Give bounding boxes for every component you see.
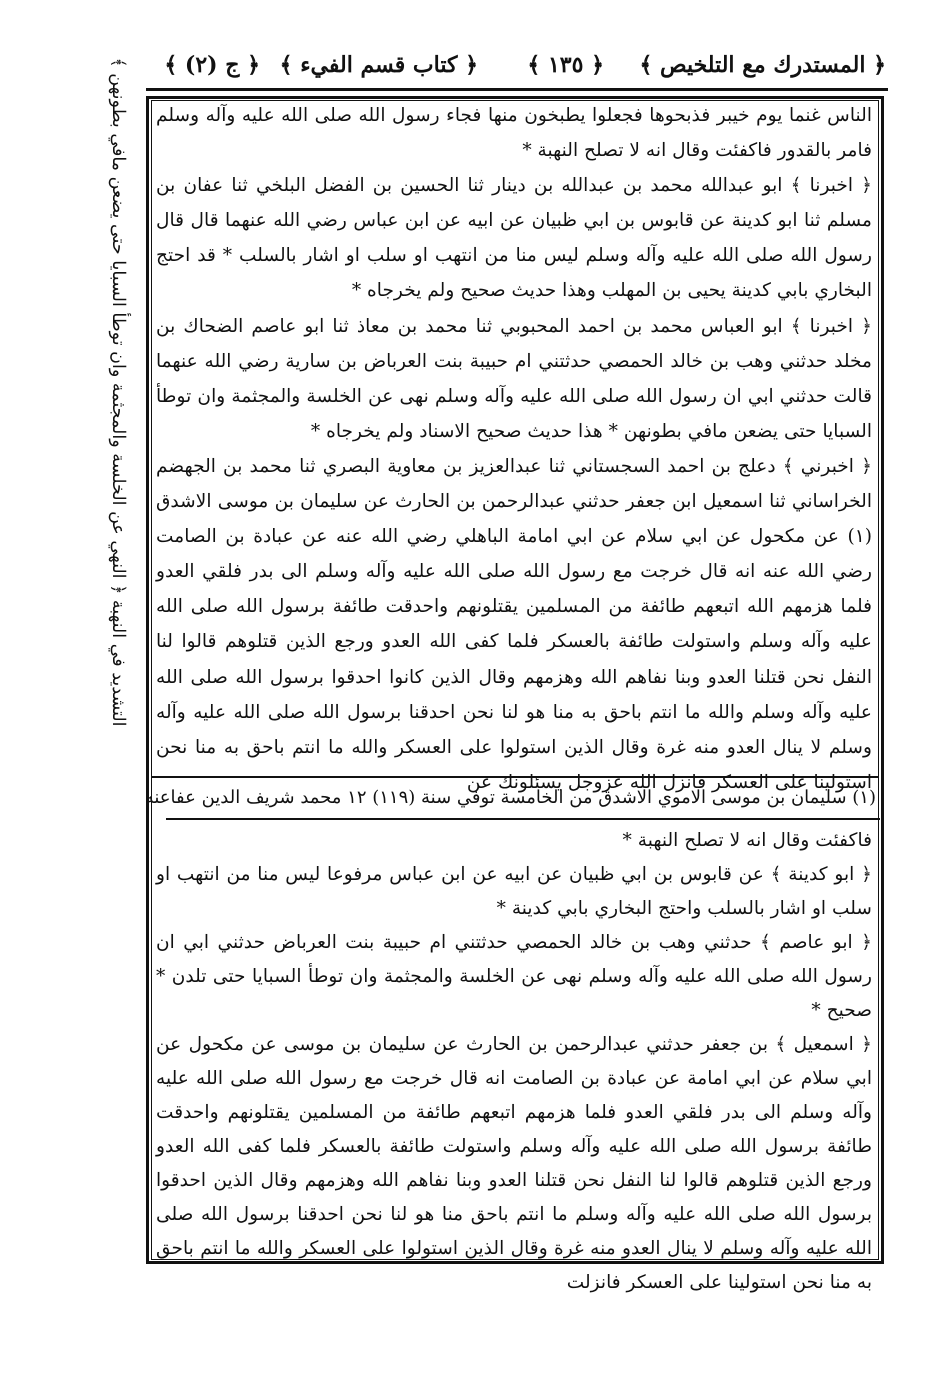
paragraph: فاكفئت وقال انه لا تصلح النهبة * bbox=[622, 830, 872, 851]
footnote-rule bbox=[152, 776, 878, 778]
page-number: ﴿ ١٣٥ ﴾ bbox=[527, 52, 604, 78]
paragraph: ﴿ اخبرنا ﴾ ابو عبدالله محمد بن عبدالله بن دينار ثنا الحسين بن الفضل البلخي ثنا عفان بن مسلم ثنا ابو كدينة عن قابوس بن ابي ظبيان عن ابيه عن ابن عباس رضي الله عنهما قال قال رسول الله صلى الله عليه وآله وسلم ليس منا من انتهب او سلب او اشار بالسلب * قد احتج البخاري بابي كدينة يحيى بن المهلب وهذا حديث صحيح ولم يخرجاه * bbox=[156, 175, 872, 302]
chapter-title: ﴿ كتاب قسم الفيء ﴾ bbox=[279, 52, 478, 78]
footnote: (١) سليمان بن موسى الاموي الاشدق من الخامسة توفي سنة (١١٩) ١٢ محمد شريف الدين عفاعنه bbox=[144, 787, 876, 808]
main-text bbox=[156, 98, 872, 793]
margin-note-text: التشديد في النهبة ﴿ النهي عن الخلسة والمجثمة وان توطأ السبايا حتى يضعن مافي بطونهن ﴾ bbox=[108, 57, 128, 727]
running-header bbox=[150, 46, 886, 88]
margin-note bbox=[96, 57, 140, 727]
paragraph: ﴿ ابو كدينة ﴾ عن قابوس بن ابي ظبيان عن ابيه عن ابن عباس مرفوعا ليس منا من انتهب او سلب او اشار بالسلب واحتج البخاري بابي كدينة * bbox=[156, 864, 872, 919]
paragraph: الناس غنما يوم خيبر فذبحوها فجعلوا يطبخون منها فجاء رسول الله صلى الله عليه وآله وسلم فامر بالقدور فاكفئت وقال انه لا تصلح النهبة * bbox=[156, 105, 872, 162]
header-rule bbox=[146, 88, 888, 91]
talkhis-text bbox=[156, 824, 873, 1293]
book-title: ﴿ المستدرك مع التلخيص ﴾ bbox=[639, 52, 886, 78]
paragraph: ﴿ اخبرنا ﴾ ابو العباس محمد بن احمد المحبوبي ثنا محمد بن معاذ ثنا ابو عاصم الضحاك بن مخلد حدثني وهب بن خالد الحمصي حدثتني ام حبيبة بنت العرباض بن سارية رضي الله عنهما قالت حدثني ابي ان رسول الله صلى الله عليه وآله وسلم نهى عن الخلسة والمجثمة وان توطأ السبايا حتى يضعن مافي بطونهن * هذا حديث صحيح الاسناد ولم يخرجاه * bbox=[156, 315, 872, 442]
paragraph: ﴿ اخبرني ﴾ دعلج بن احمد السجستاني ثنا عبدالعزيز بن معاوية البصري ثنا محمد بن الجهضم الخراساني ثنا اسمعيل ابن جعفر حدثني عبدالرحمن بن الحارث عن سليمان بن موسى الاشدق (١) عن مكحول عن ابي سلام عن ابي امامة الباهلي رضي الله عنه عن عبادة بن الصامت رضي الله عنه انه قال خرجت مع رسول الله صلى الله عليه وآله وسلم الى بدر فلقي العدو فلما هزمهم الله اتبعهم طائفة من المسلمين يقتلونهم واحدقت طائفة برسول الله صلى الله عليه وآله وسلم واستولت طائفة بالعسكر فلما كفى الله العدو ورجع الذين قتلوهم قالوا لنا النفل نحن قتلنا العدو وبنا نفاهم الله وهزمهم وقال الذين كانوا احدقوا برسول الله صلى الله عليه وآله وسلم والله ما انتم باحق به منا هو لنا نحن احدقنا برسول الله صلى الله عليه وآله وسلم لا ينال العدو منه غرة وقال الذين استولوا على العسكر والله ما انتم باحق به منا نحن استولينا على العسكر فانزل الله عزوجل يسئلونك عن bbox=[156, 455, 872, 793]
talkhis-rule bbox=[166, 818, 880, 820]
paragraph: ﴿ ابو عاصم ﴾ حدثني وهب بن خالد الحمصي حدثتني ام حبيبة بنت العرباض حدثني ابي ان رسول الله صلى الله عليه وآله وسلم نهى عن الخلسة والمجثمة وان توطأ السبايا حتى تلدن * صحيح * bbox=[156, 932, 872, 1021]
volume-number: ﴿ ج (٢) ﴾ bbox=[164, 52, 260, 78]
paragraph: ﴿ اسمعيل ﴾ بن جعفر حدثني عبدالرحمن بن الحارث عن سليمان بن موسى عن مكحول عن ابي سلام عن ابي امامة عن عبادة بن الصامت انه قال خرجت مع رسول الله صلى الله عليه وآله وسلم الى بدر فلقي العدو فلما هزمهم اتبعهم طائفة من المسلمين يقتلونهم واحدقت طائفة برسول الله صلى الله عليه وآله وسلم واستولت طائفة بالعسكر فلما كفى الله العدو ورجع الذين قتلوهم قالوا لنا النفل نحن قتلنا العدو وبنا نفاهم الله وهزمهم وقال الذين احدقوا برسول الله صلى الله عليه وآله وسلم ما انتم باحق منا هو لنا نحن احدقنا برسول الله صلى الله عليه وآله وسلم لا ينال العدو منه غرة وقال الذين استولوا على العسكر والله ما انتم باحق به منا نحن استولينا على العسكر فانزلت bbox=[156, 1034, 873, 1293]
